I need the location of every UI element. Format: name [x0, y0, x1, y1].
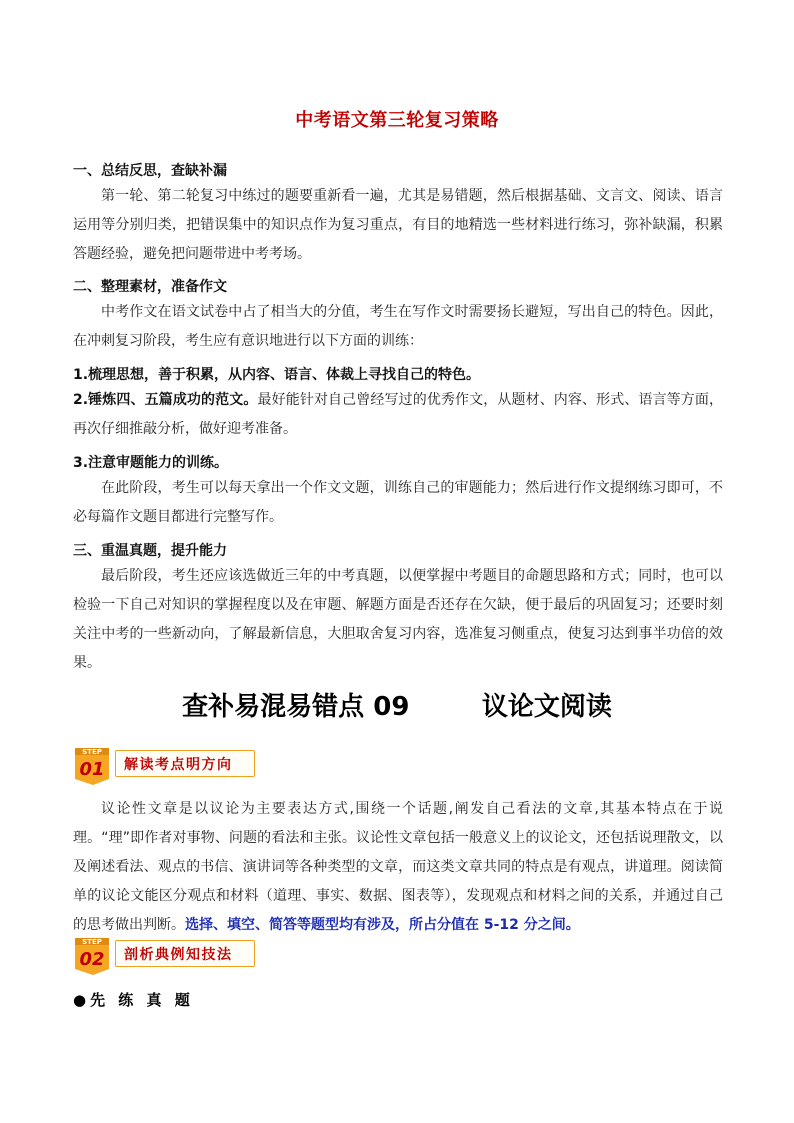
- writing-item-3: 3.注意审题能力的训练。: [73, 455, 229, 471]
- step-badge-top: STEP: [82, 938, 102, 946]
- section-paragraph-2: 中考作文在语文试卷中占了相当大的分值，考生在写作文时需要扬长避短，写出自己的特色。因此，在冲刺复习阶段，考生应有意识地进行以下方面的训练：: [73, 304, 723, 349]
- step-01-banner: [73, 745, 263, 787]
- section-heading-2: 二、整理素材，准备作文: [73, 279, 227, 295]
- step-label-box: [115, 750, 255, 777]
- step-badge-number: 01: [79, 759, 105, 780]
- step-badge-top: STEP: [82, 748, 102, 756]
- writing-item-3-paragraph: 在此阶段，考生可以每天拿出一个作文文题，训练自己的审题能力；然后进行作文提纲练习即可，不必每篇作文题目都进行完整写作。: [73, 480, 723, 525]
- step-01-paragraph: [73, 795, 723, 940]
- section-heading-3: 三、重温真题，提升能力: [73, 543, 227, 559]
- writing-item-2-bold: 2.锤炼四、五篇成功的范文。: [73, 392, 258, 408]
- document-title: 中考语文第三轮复习策略: [295, 110, 499, 131]
- step-badge-number: 02: [79, 949, 105, 970]
- writing-item-2-text: 最好能针对自己曾经写过的优秀作文，从题材、内容、形式、语言等方面，再次仔细推敲分析，做好迎考准备。: [73, 392, 724, 437]
- writing-item-1: 1.梳理思想，善于积累，从内容、语言、体裁上寻找自己的特色。: [73, 367, 481, 383]
- writing-item-2: [73, 386, 723, 444]
- section-paragraph-3: 最后阶段，考生还应该选做近三年的中考真题，以便掌握中考题目的命题思路和方式；同时，也可以检验一下自己对知识的掌握程度以及在审题、解题方面是否还存在欠缺，便于最后的巩固复习；还要时刻关注中考的一些新动向，了解最新信息，大胆取舍复习内容，选准复习侧重点，使复习达到事半功倍的效果。: [73, 568, 723, 671]
- step-label: 剖析典例知技法: [124, 947, 233, 963]
- step-02-banner: [73, 935, 263, 977]
- section-heading-1: 一、总结反思，查缺补漏: [73, 163, 227, 179]
- step-01-text: 议论性文章是以议论为主要表达方式,围绕一个话题,阐发自己看法的文章,其基本特点在于说理。“理”即作者对事物、问题的看法和主张。议论性文章包括一般意义上的议论文，还包括说理散文，以及阐述看法、观点的书信、演讲词等各种类型的文章，而这类文章共同的特点是有观点，讲道理。阅读简单的议论文能区分观点和材料（道理、事实、数据、图表等），发现观点和材料之间的关系，并通过自己的思考做出判断。: [73, 801, 723, 933]
- step-badge-icon: [73, 745, 113, 787]
- step-label-box: [115, 940, 255, 967]
- section-paragraph-1: 第一轮、第二轮复习中练过的题要重新看一遍，尤其是易错题，然后根据基础、文言文、阅读、语言运用等分别归类，把错误集中的知识点作为复习重点，有目的地精选一些材料进行练习，弥补缺漏，积累答题经验，避免把问题带进中考考场。: [73, 188, 723, 262]
- step-badge-icon: [73, 935, 113, 977]
- practice-heading: ●先 练 真 题: [73, 991, 194, 1009]
- step-label: 解读考点明方向: [124, 757, 233, 773]
- section-subtitle: 查补易混易错点 09 议论文阅读: [182, 692, 612, 722]
- step-01-emphasis: 选择、填空、简答等题型均有涉及，所占分值在 5-12 分之间。: [185, 917, 580, 933]
